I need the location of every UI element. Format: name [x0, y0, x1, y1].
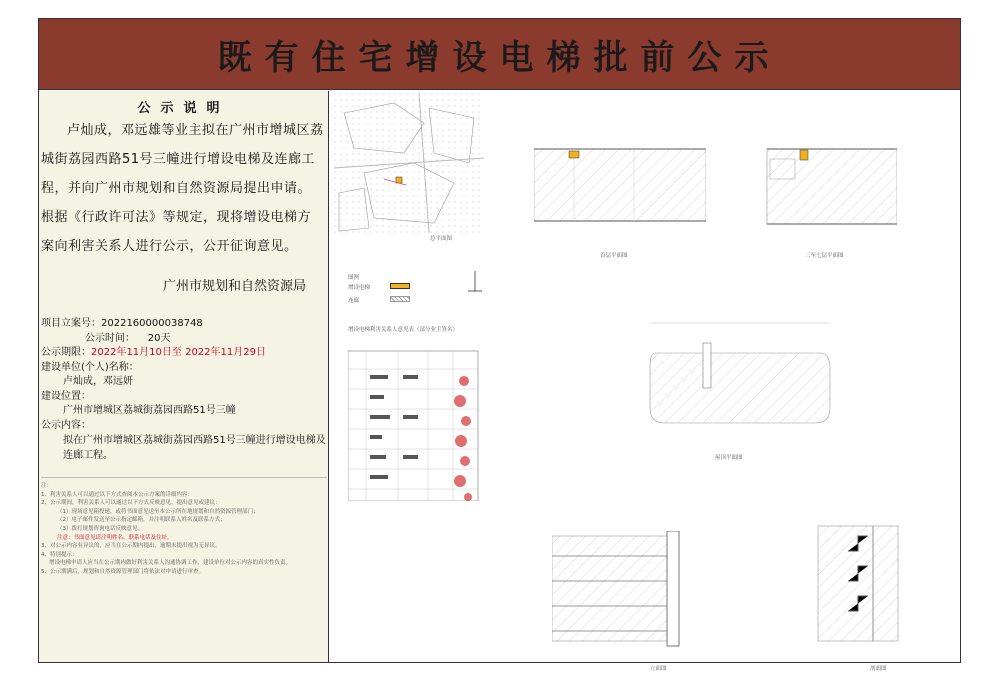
site-plan-drawing [334, 93, 484, 233]
legend-swatch [390, 296, 410, 302]
title-bar [39, 19, 960, 90]
left-panel [39, 91, 329, 662]
applicant-label: 建设单位(个人)名称： [41, 361, 139, 373]
fine-line: （3）拨打规划咨询电话反映意见。 [57, 525, 144, 532]
upper-floor-plan-drawing [762, 119, 897, 234]
legend-item: 连廊 [348, 298, 360, 304]
deadline-value: 2022年11月10日至 2022年11月29日 [91, 347, 266, 358]
project-number-label: 项目立案号： [41, 318, 101, 329]
period-value: 20天 [147, 332, 171, 344]
north-arrow-icon [460, 269, 490, 293]
fine-line: 2、公示期间，利害关系人可以通过以下方式反映意见、提出意见或建议： [41, 500, 221, 507]
plan2-label: 二至七层平面图 [805, 253, 844, 259]
notice-body: 卢灿成，邓远雄等业主拟在广州市增城区荔城街荔园西路51号三幢进行增设电梯及连廊工程，并向广州市规划和自然资源局提出申请。根据《行政许可法》等规定，现将增设电梯方案向利害关系人进行公示，公开征询意见。 [41, 123, 324, 254]
period-row [41, 332, 327, 347]
applicant-value: 卢灿成，邓远妍 [63, 376, 133, 387]
notice-board [38, 18, 961, 672]
elevation2-label: 剖面图 [870, 666, 887, 672]
period-label: 公示时间： [85, 332, 135, 344]
section-drawing [808, 521, 908, 651]
fine-line: 5、公示期满后，规划和自然资源管理部门将依法对申请进行审查。 [41, 568, 205, 575]
notice-signature: 广州市规划和自然资源局 [162, 279, 306, 294]
fine-line: （1）现场意见箱投递，或将书面意见送至本公示所在地规划和自然资源管理部门； [57, 508, 259, 515]
plan3-label: 屋顶平面图 [715, 455, 743, 461]
page-title: 既有住宅增设电梯批前公示 [217, 37, 782, 78]
legend-item: 增设电梯 [348, 285, 371, 291]
fine-print [41, 473, 327, 577]
location-label: 建设位置： [41, 390, 91, 402]
fine-line: 注： [41, 483, 53, 489]
fine-line: 1、利害关系人可以通过以下方式查阅本公示方案的详细内容： [41, 491, 194, 498]
legend-swatch [390, 283, 410, 289]
location-value: 广州市增城区荔城街荔园西路51号三幢 [63, 405, 236, 416]
deadline-label: 公示期限： [41, 347, 91, 358]
drawings-panel [330, 91, 960, 672]
notice-heading: 公示说明 [137, 101, 230, 116]
content-value: 拟在广州市增城区荔城街荔园西路51号三幢进行增设电梯及连廊工程。 [63, 435, 326, 461]
elevation1-label: 立面图 [650, 666, 667, 672]
elevation-drawing [552, 531, 702, 656]
deadline-row [41, 346, 327, 361]
ground-floor-plan-drawing [534, 119, 706, 234]
legend-title: 图例 [348, 275, 360, 281]
content-label: 公示内容： [41, 419, 91, 431]
fine-line: （2）电子邮件发送至公示指定邮箱，并注明联系人姓名及联系方式； [57, 517, 226, 524]
project-info [41, 317, 327, 463]
fine-line: 4、特别提示： [41, 551, 78, 558]
fine-line: 注意：书面意见请注明姓名、联系电话及住址。 [57, 534, 173, 541]
plan1-label: 首层平面图 [600, 253, 628, 259]
table-title: 增设电梯利害关系人意见表（部分业主签名） [348, 327, 459, 333]
project-number-value: 2022160000038748 [101, 318, 203, 329]
roof-plan-drawing [635, 313, 840, 433]
signature-table [348, 341, 498, 501]
fine-line: 3、对公示内容有异议的，应当在公示期内提出，逾期未提出视为无异议。 [41, 543, 221, 550]
project-number-row [41, 317, 327, 332]
fine-line: 增设电梯申请人应当在公示期内做好利害关系人沟通协调工作，建设单位对公示内容的真实性负责。 [49, 560, 292, 567]
site-plan-label: 总平面图 [430, 236, 453, 242]
